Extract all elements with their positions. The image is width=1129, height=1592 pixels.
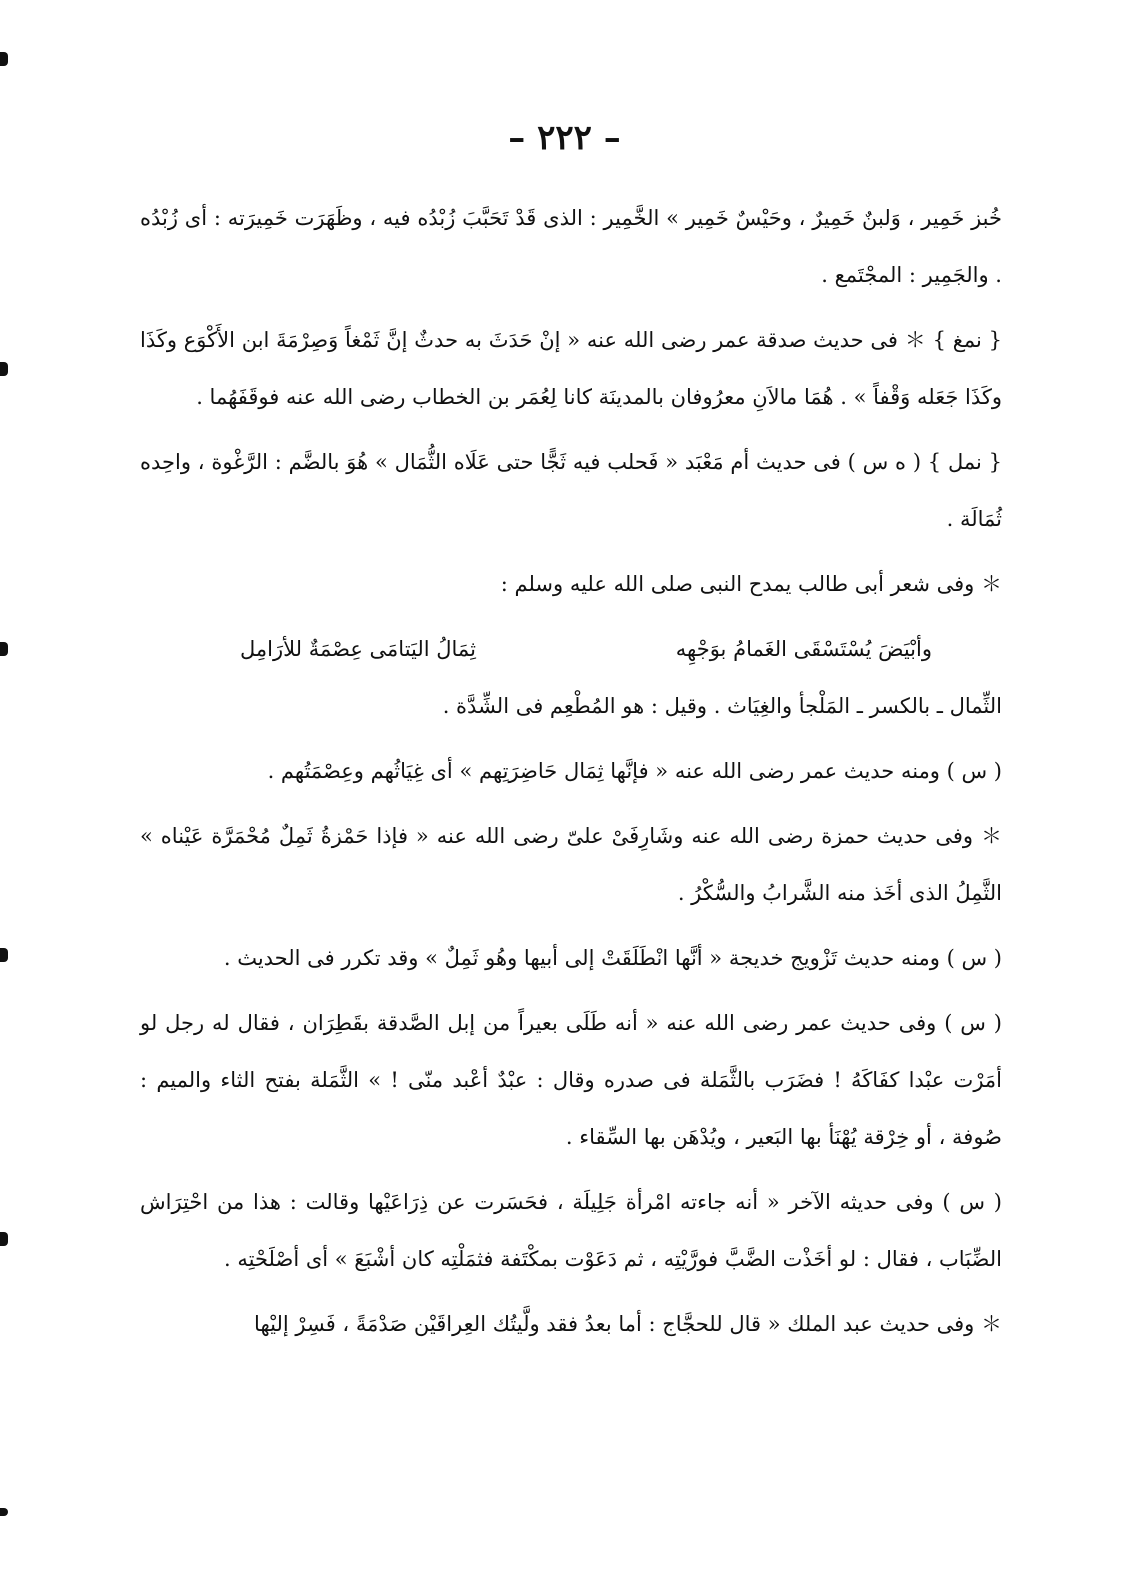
poem-second-hemistich: ثِمَالُ اليَتامَى عِصْمَةٌ للأرَامِل (240, 637, 476, 661)
entry-thaml: { نمل } ( ه س ) فى حديث أم مَعْبَد « فَحلب فيه ثَجًّا حتى عَلَاه الثُّمَال » هُوَ بالضَّم : الرَّغْوة ، واحِده ثُمَالَة . (140, 450, 1002, 531)
paragraph-umar-thimal: ( س ) ومنه حديث عمر رضى الله عنه « فإنَّها ثِمَال حَاضِرَتِهم » أى غِيَاثُهم وعِصْمَتُهم . (267, 759, 1002, 783)
poem-first-hemistich: وأبْيَضَ يُسْتَسْقَى الغَمامُ بوَجْهِه (675, 637, 932, 661)
scan-edge-mark (0, 642, 8, 656)
poem-verse (140, 621, 1002, 678)
scan-edge-mark (0, 1232, 8, 1246)
entry-thamgh: { نمغ } ＊ فى حديث صدقة عمر رضى الله عنه « إنْ حَدَثَ به حدثٌ إنَّ ثَمْغاً وَصِرْمَةَ ابن الأَكْوَع وكَذَا وكَذَا جَعَله وَقْفاً » . هُمَا مالاَنِ معرُوفان بالمدينَة كانا لِعُمَر بن الخطاب رضى الله عنه فوقَفَهُما . (140, 328, 1002, 409)
poem-intro: ＊ وفى شعر أبى طالب يمدح النبى صلى الله عليه وسلم : (500, 572, 1002, 596)
scan-edge-mark (0, 52, 8, 66)
scan-edge-mark (0, 1508, 8, 1516)
paragraph-ihtirash: ( س ) وفى حديثه الآخر « أنه جاءته امْرأة جَلِيلَة ، فحَسَرت عن ذِرَاعَيْها وقالت : هذا من احْتِرَاش الضِّبَاب ، فقال : لو أخَذْت الضَّبَّ فورَّيْتِه ، ثم دَعَوْت بمكْتَفة فثمَلْتِه كان أشْبَعَ » أى أصْلَحْتِه . (140, 1190, 1002, 1271)
scan-edge-mark (0, 362, 8, 376)
paragraph-khadija: ( س ) ومنه حديث تَزْويج خديجة « أنَّها انْطَلَقَتْ إلى أبيها وهُو ثَمِلٌ » وقد تكرر فى الحديث . (223, 946, 1002, 970)
paragraph-abd-al-malik: ＊ وفى حديث عبد الملك « قال للحجَّاج : أما بعدُ فقد ولَّيتُك العِراقَيْن صَدْمَةً ، فَسِرْ إليْها (254, 1312, 1002, 1336)
paragraph-thimal-definition: الثِّمال ـ بالكسر ـ المَلْجأ والغِيَاث . وقيل : هو المُطْعِم فى الشِّدَّة . (442, 694, 1002, 718)
paragraph-hamza: ＊ وفى حديث حمزة رضى الله عنه وشَارِفَىْ علىّ رضى الله عنه « فإذا حَمْزةُ ثَمِلٌ مُحْمَرَّة عَيْناه » الثَّمِلُ الذى أخَذ منه الشَّرابُ والسُّكْرُ . (140, 824, 1002, 905)
page-body (140, 190, 1002, 1361)
scan-edge-mark (0, 948, 8, 962)
page-number: – ٢٢٢ – (508, 118, 621, 158)
paragraph-khamir: خُبز خَمِير ، وَلبنٌ خَمِيرٌ ، وحَيْسٌ خَمِير » الخَّمِير : الذى قَدْ تَحَبَّبَ زُبْدُه فيه ، وظَهَرَت خَمِيرَته : أى زُبْدُه . والجَمِير : المجْتَمع . (140, 206, 1002, 287)
paragraph-umar-thamala: ( س ) وفى حديث عمر رضى الله عنه « أنه طَلَى بعيراً من إبل الصَّدقة بقَطِرَان ، فقال له رجل لو أمَرْت عبْدا كفَاكَهُ ! فضَرَب بالثَّمَلة فى صدره وقال : عبْدٌ أعْبد منّى ! » الثَّمَلة بفتح الثاء والميم : صُوفة ، أو خِرْقة يُهْنَأ بها البَعير ، ويُدْهَن بها السِّقاء . (140, 1011, 1002, 1149)
